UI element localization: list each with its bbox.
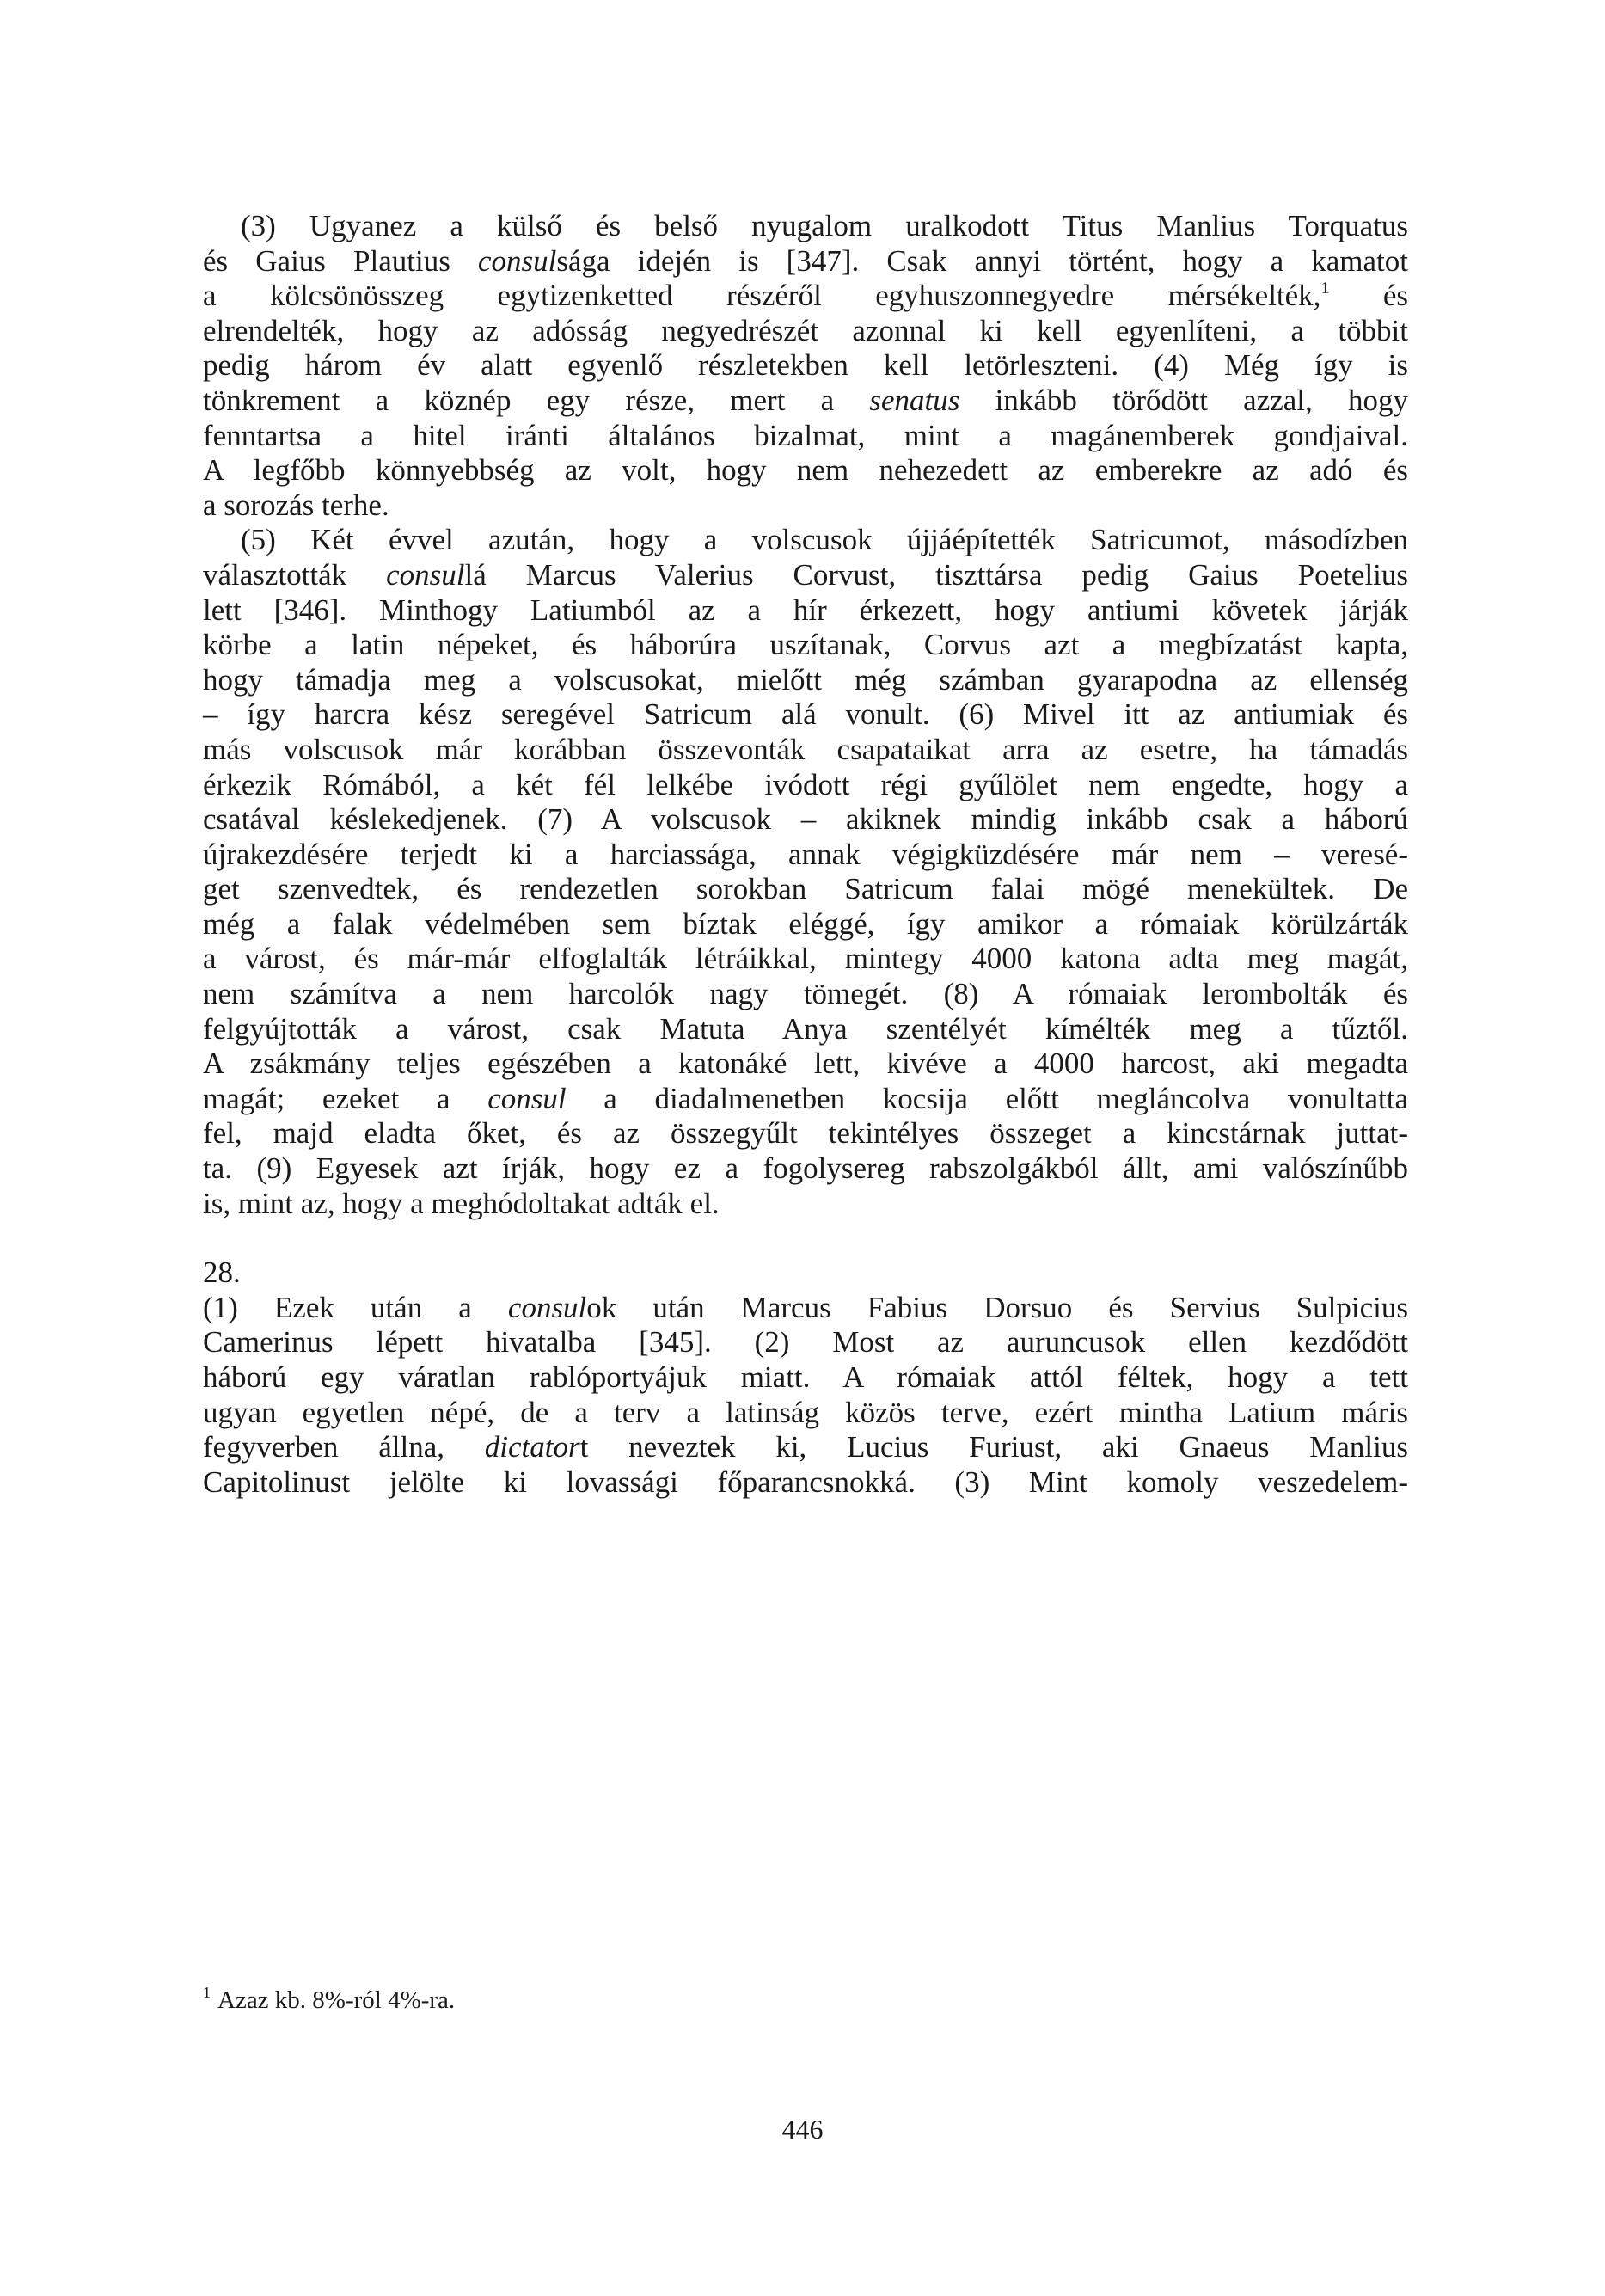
text-line: [203, 1291, 1408, 1326]
text-line: [203, 733, 1408, 768]
text-run: a diadalmenetben kocsija előtt megláncolva vonultatta: [566, 1081, 1408, 1115]
footnote-reference: 1: [1320, 279, 1330, 298]
text-run: fenntartsa a hitel iránti általános bizalmat, mint a magánemberek gondjaival.: [203, 418, 1408, 452]
text-run: a sorozás terhe.: [203, 488, 389, 522]
text-run: inkább törődött azzal, hogy: [959, 383, 1408, 417]
text-run: felgyújtották a várost, csak Matuta Anya szentélyét kímélték meg a tűztől.: [203, 1011, 1408, 1046]
text-run: nem számítva a nem harcolók nagy tömegét. (8) A rómaiak lerombolták és: [203, 977, 1408, 1011]
text-run: és Gaius Plautius: [203, 243, 478, 278]
text-line: [203, 838, 1408, 873]
text-run: A legfőbb könnyebbség az volt, hogy nem nehezedett az emberekre az adó és: [203, 453, 1408, 488]
text-line: [203, 558, 1408, 593]
text-line: [203, 244, 1408, 279]
text-line: [203, 628, 1408, 663]
text-line: [203, 768, 1408, 803]
text-run: a várost, és már-már elfoglalták létráikkal, mintegy 4000 katona adta meg magát,: [203, 942, 1408, 976]
footnote-marker: 1: [203, 1984, 211, 2001]
italic-term: consul: [507, 1290, 587, 1324]
section-28: [203, 1291, 1408, 1501]
text-line: [203, 663, 1408, 698]
text-run: magát; ezeket a: [203, 1081, 488, 1115]
text-run: háború egy váratlan rablóportyájuk miatt. A rómaiak attól féltek, hogy a tett: [203, 1360, 1408, 1394]
text-run: választották: [203, 557, 387, 592]
text-run: körbe a latin népeket, és háborúra uszítanak, Corvus azt a megbízatást kapta,: [203, 628, 1408, 662]
text-line: [203, 1187, 1408, 1222]
text-run: is, mint az, hogy a meghódoltakat adták el.: [203, 1186, 720, 1220]
text-run: pedig három év alatt egyenlő részletekben kell letörleszteni. (4) Még így is: [203, 348, 1408, 383]
page-body: [203, 209, 1408, 1500]
text-line: [203, 977, 1408, 1012]
text-line: [203, 1047, 1408, 1082]
text-line: [203, 488, 1408, 524]
text-run: érkezik Rómából, a két fél lelkébe ivódott régi gyűlölet nem engedte, hogy a: [203, 767, 1408, 801]
text-run: a kölcsönösszeg egytizenketted részéről egyhuszonnegyedre mérsékelték,: [203, 279, 1321, 313]
text-run: lá Marcus Valerius Corvust, tiszttársa pedig Gaius Poetelius: [464, 557, 1409, 592]
text-run: A zsákmány teljes egészében a katonáké lett, kivéve a 4000 harcost, aki megadta: [203, 1047, 1408, 1081]
text-run: újrakezdésére terjedt ki a harciassága, annak végigküzdésére már nem – veresé-: [203, 837, 1408, 871]
text-line: [203, 209, 1408, 244]
text-line: [203, 1430, 1408, 1465]
text-line: [203, 1325, 1408, 1360]
chapter-number: 28.: [203, 1255, 241, 1290]
text-run: (5) Két évvel azután, hogy a volscusok újjáépítették Satricumot, másodízben: [241, 523, 1408, 557]
text-line: [203, 802, 1408, 838]
italic-term: senatus: [869, 383, 960, 417]
text-run: és: [1329, 279, 1409, 313]
text-run: csatával késlekedjenek. (7) A volscusok – akiknek mindig inkább csak a háború: [203, 802, 1408, 837]
text-run: Camerinus lépett hivatalba [345]. (2) Most az auruncusok ellen kezdődött: [203, 1325, 1408, 1360]
text-run: (3) Ugyanez a külső és belső nyugalom uralkodott Titus Manlius Torquatus: [241, 209, 1408, 242]
text-run: elrendelték, hogy az adósság negyedrészét azonnal ki kell egyenlíteni, a többit: [203, 313, 1408, 347]
text-line: [203, 279, 1408, 314]
text-line: [203, 1151, 1408, 1187]
text-line: [203, 1082, 1408, 1117]
text-line: [203, 523, 1408, 558]
text-run: más volscusok már korábban összevonták csapataikat arra az esetre, ha támadás: [203, 732, 1408, 766]
text-line: [203, 453, 1408, 488]
text-run: lett [346]. Minthogy Latiumból az a hír érkezett, hogy antiumi követek járják: [203, 592, 1408, 627]
text-line: [203, 1012, 1408, 1047]
text-run: sága idején is [347]. Csak annyi történt, hogy a kamatot: [556, 243, 1408, 278]
text-line: [203, 314, 1408, 349]
text-line: [203, 593, 1408, 629]
text-run: Capitolinust jelölte ki lovassági főparancsnokká. (3) Mint komoly veszedelem-: [203, 1464, 1408, 1499]
text-run: tönkrement a köznép egy része, mert a: [203, 383, 870, 417]
text-line: [203, 1396, 1408, 1431]
italic-term: consul: [386, 557, 465, 592]
text-run: ugyan egyetlen népé, de a terv a latinság közös terve, ezért mintha Latium máris: [203, 1395, 1408, 1429]
text-line: [203, 697, 1408, 733]
text-run: még a falak védelmében sem bíztak eléggé, így amikor a rómaiak körülzárták: [203, 906, 1408, 941]
text-line: [203, 872, 1408, 907]
text-run: fegyverben állna,: [203, 1430, 485, 1464]
text-run: fel, majd eladta őket, és az összegyűlt tekintélyes összeget a kincstárnak juttat-: [203, 1116, 1408, 1151]
text-run: ok után Marcus Fabius Dorsuo és Servius Sulpicius: [586, 1290, 1408, 1324]
text-run: – így harcra kész seregével Satricum alá vonult. (6) Mivel itt az antiumiak és: [203, 697, 1408, 732]
italic-term: consul: [487, 1081, 567, 1115]
section-gap: [203, 1221, 1408, 1255]
footnote: [203, 1985, 455, 2016]
text-run: get szenvedtek, és rendezetlen sorokban Satricum falai mögé menekültek. De: [203, 872, 1408, 906]
text-line: [203, 384, 1408, 419]
text-run: ta. (9) Egyesek azt írják, hogy ez a fogolysereg rabszolgákból állt, ami valószínűbb: [203, 1151, 1408, 1186]
text-line: [203, 1360, 1408, 1396]
text-line: [203, 419, 1408, 454]
text-line: [203, 348, 1408, 384]
italic-term: dictator: [484, 1430, 580, 1464]
page-number: 446: [781, 2114, 824, 2145]
text-line: [203, 942, 1408, 977]
section-27-continued: [203, 209, 1408, 1221]
text-run: t neveztek ki, Lucius Furiust, aki Gnaeus Manlius: [579, 1430, 1408, 1464]
text-line: [203, 1465, 1408, 1501]
text-line: [203, 907, 1408, 942]
text-line: [203, 1116, 1408, 1151]
text-run: hogy támadja meg a volscusokat, mielőtt még számban gyarapodna az ellenség: [203, 662, 1408, 697]
italic-term: consul: [477, 243, 557, 278]
text-run: (1) Ezek után a: [203, 1290, 508, 1324]
footnote-text: Azaz kb. 8%-ról 4%-ra.: [217, 1986, 456, 2014]
